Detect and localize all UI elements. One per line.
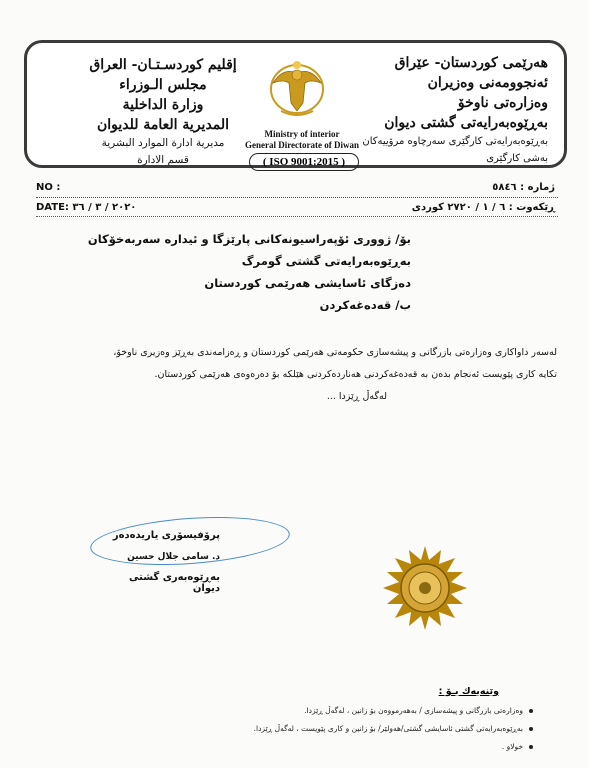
addressee-block [88, 228, 411, 316]
letterhead-line: هەرێمی كوردستان- عێراق [394, 55, 548, 71]
official-gold-seal-icon [383, 546, 467, 630]
bullet-icon [529, 727, 533, 731]
addressee-line: بۆ/ ژووری ئۆپەراسیونەكانی پارێزگا و ئیدارە سەربەخۆكان [87, 232, 411, 246]
divider [36, 216, 558, 217]
letterhead [24, 40, 567, 168]
subject-line: ب/ قەدەغەكردن [319, 298, 411, 312]
signature-name: د. سامی جلال حسین [127, 552, 220, 562]
letterhead-arabic [83, 55, 243, 169]
date-label-ku: ڕێكەوت : ٦ / ١ / ٢٧٢٠ كوردی [411, 202, 555, 213]
cc-item-text: وەزارەتی بازرگانی و پیشەسازی / بەهەرمووەن بۆ زانین ، لەگەڵ ڕێزدا. [304, 706, 523, 715]
letterhead-line: إقلیم كوردسـتـان- العراق [89, 57, 237, 73]
letterhead-subline: بەڕێوەبەرایەتی كارگێری سەرچاوە مرۆییەكان [362, 136, 548, 147]
cc-item [502, 742, 533, 751]
addressee-line: دەزگای ئاسایشی هەرێمی كوردستان [204, 276, 411, 290]
ministry-english [237, 129, 367, 151]
letterhead-line: المدیریة العامة للدیوان [96, 117, 230, 133]
letter-body [33, 342, 557, 408]
letterhead-subline: بەشی كارگێری [486, 153, 548, 164]
letterhead-line: وەزارەتی ناوخۆ [457, 95, 548, 111]
ministry-line: Ministry of interior [264, 129, 340, 139]
bullet-icon [529, 709, 533, 713]
letterhead-line: بەڕێوەبەرایەتی گشتی دیوان [384, 115, 548, 131]
letterhead-line: مجلس الـوزراء [119, 77, 207, 93]
cc-item-text: بەڕێوەبەرایەتی گشتی ئاسایشی گشتی/هەولێر/ بۆ زانین و كاری پێویست ، لەگەڵ ڕێزدا. [253, 724, 523, 733]
cc-title: وێنەیەك بـۆ : [438, 686, 499, 697]
number-label-ku: ژمارە : ٥٨٤٦ [492, 182, 555, 193]
bullet-icon [529, 745, 533, 749]
cc-item-text: خولاو . [501, 742, 523, 751]
iso-badge: ( ISO 9001:2015 ) [249, 153, 359, 171]
date-label-en: DATE: ٢٠٢٠ / ٣ / ٣٦ [36, 202, 137, 213]
signature-title: پرۆفیسۆری یاریدەدەر [112, 530, 220, 541]
closing-line: لەگەڵ ڕێزدا ... [326, 391, 387, 402]
number-label-en: NO : [36, 182, 61, 193]
kurdistan-eagle-emblem-icon [259, 53, 335, 121]
body-line: تكایە كاری پێویست ئەنجام بدەن بە قەدەغەكردنی هەناردەكردنی هێلكە بۆ دەرەوەی هەرێمی كوردستان. [154, 369, 557, 380]
letterhead-line: ئەنجوومەنی وەزیران [427, 75, 548, 91]
letterhead-line: وزارة الداخلیة [122, 97, 204, 113]
letterhead-subline: مدیریة ادارة الموارد البشریة [101, 137, 225, 149]
ministry-line: General Directorate of Diwan [244, 140, 360, 150]
divider [36, 197, 558, 198]
cc-item [304, 706, 533, 715]
addressee-line: بەڕێوەبەرایەتی گشتی گومرگ [241, 254, 411, 268]
cc-item [254, 724, 533, 733]
letterhead-subline: قسم الادارة [137, 154, 189, 166]
signature-position: بەڕێوەبەری گشتی دیوان [129, 572, 220, 594]
body-line: لەسەر داواكاری وەزارەتی بازرگانی و پیشەسازی حكومەتی هەرێمی كوردستان و ڕەزامەندی بەڕێز وەزیری ناوخۆ، [113, 347, 557, 358]
letterhead-kurdish [362, 53, 548, 167]
